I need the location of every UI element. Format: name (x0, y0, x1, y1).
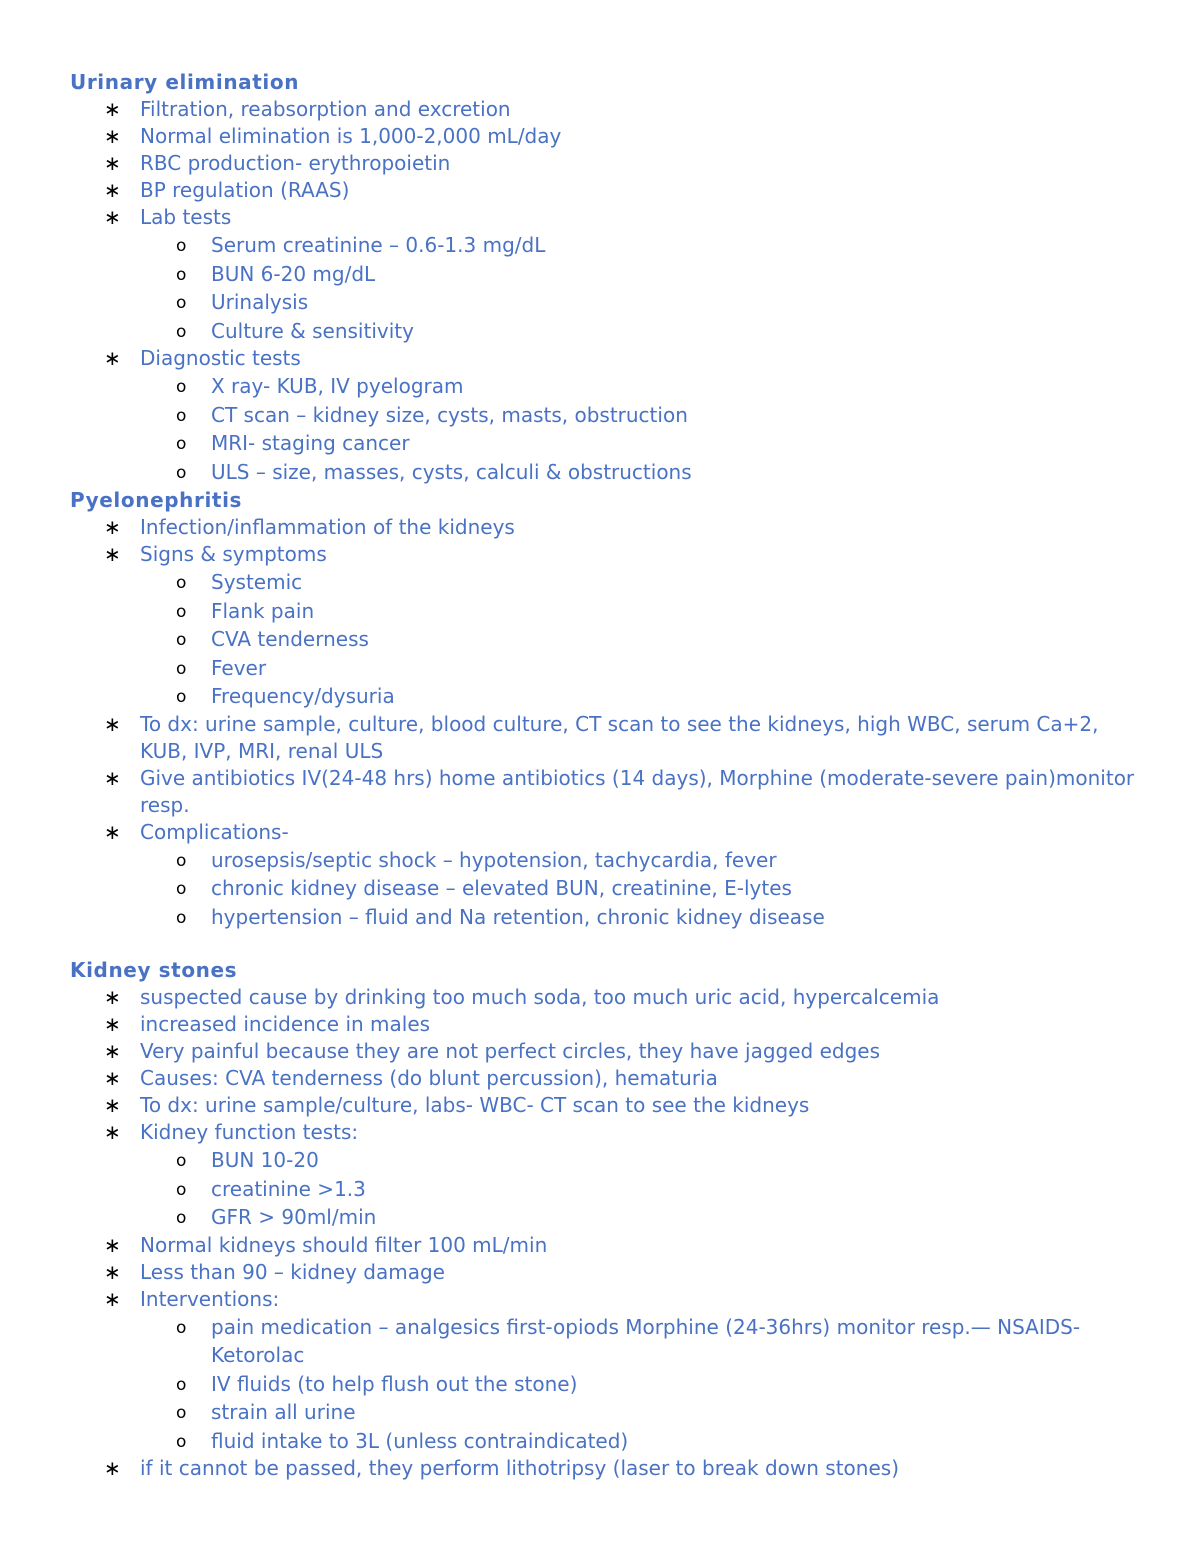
bullet-item (70, 1259, 1150, 1286)
item-text: To dx: urine sample/culture, labs- WBC- CT scan to see the kidneys (140, 1093, 810, 1117)
circle-bullet-icon: o (176, 1374, 187, 1395)
sub-bullet-item (70, 231, 1150, 260)
circle-bullet-icon: o (176, 1179, 187, 1200)
item-text: MRI- staging cancer (211, 431, 410, 455)
item-text: Normal elimination is 1,000-2,000 mL/day (140, 124, 562, 148)
bullet-item (70, 711, 1150, 765)
item-text: Very painful because they are not perfect circles, they have jagged edges (140, 1039, 881, 1063)
item-text: IV fluids (to help flush out the stone) (211, 1371, 578, 1396)
sub-bullet-item (70, 1398, 1150, 1427)
item-text: ULS – size, masses, cysts, calculi & obstructions (211, 459, 692, 484)
item-text: Give antibiotics IV(24-48 hrs) home antibiotics (14 days), Morphine (moderate-severe pain)monitor resp. (140, 765, 1135, 817)
sub-bullet-item (70, 1203, 1150, 1232)
bullet-item (70, 1119, 1150, 1146)
bullet-item (70, 1038, 1150, 1065)
item-text: Less than 90 – kidney damage (140, 1259, 445, 1284)
asterisk-bullet-icon: ∗ (104, 985, 121, 1009)
asterisk-bullet-icon: ∗ (104, 124, 121, 148)
item-text: Signs & symptoms (140, 542, 327, 566)
item-text: Fever (211, 655, 267, 680)
circle-bullet-icon: o (176, 573, 187, 593)
asterisk-bullet-icon: ∗ (104, 178, 121, 202)
bullet-item (70, 1232, 1150, 1259)
item-text: hypertension – fluid and Na retention, chronic kidney disease (211, 904, 825, 929)
document-body (70, 68, 1150, 1482)
circle-bullet-icon: o (176, 405, 187, 426)
asterisk-bullet-icon: ∗ (104, 1093, 121, 1117)
item-text: CVA tenderness (211, 627, 369, 651)
sub-bullet-item (70, 682, 1150, 711)
item-text: strain all urine (211, 1400, 356, 1424)
item-text: BUN 10-20 (211, 1148, 319, 1172)
item-text: Frequency/dysuria (211, 684, 395, 708)
item-text: Normal kidneys should filter 100 mL/min (140, 1232, 548, 1257)
sub-bullet-item (70, 401, 1150, 430)
item-text: Kidney function tests: (140, 1120, 359, 1144)
circle-bullet-icon: o (176, 1208, 187, 1228)
sub-bullet-item (70, 260, 1150, 289)
asterisk-bullet-icon: ∗ (104, 542, 121, 566)
asterisk-bullet-icon: ∗ (104, 711, 121, 736)
sub-bullet-item (70, 625, 1150, 654)
item-text: Interventions: (140, 1286, 280, 1311)
bullet-item (70, 984, 1150, 1011)
asterisk-bullet-icon: ∗ (104, 97, 121, 121)
bullet-item (70, 1455, 1150, 1482)
bullet-item (70, 765, 1150, 819)
bullet-item (70, 1011, 1150, 1038)
item-text: pain medication – analgesics first-opiods Morphine (24-36hrs) monitor resp.— NSAIDS-Ketorolac (211, 1314, 1081, 1367)
asterisk-bullet-icon: ∗ (104, 1232, 121, 1257)
circle-bullet-icon: o (176, 434, 187, 454)
section-heading: Pyelonephritis (70, 488, 243, 512)
section-heading: Urinary elimination (70, 70, 300, 94)
asterisk-bullet-icon: ∗ (104, 819, 121, 844)
item-text: creatinine >1.3 (211, 1176, 366, 1201)
circle-bullet-icon: o (176, 601, 187, 622)
sub-bullet-item (70, 1175, 1150, 1204)
sub-bullet-item (70, 372, 1150, 401)
item-text: Lab tests (140, 205, 232, 229)
item-text: chronic kidney disease – elevated BUN, creatinine, E-lytes (211, 876, 792, 900)
sub-bullet-item (70, 874, 1150, 903)
asterisk-bullet-icon: ∗ (104, 346, 121, 370)
sub-bullet-item (70, 903, 1150, 932)
sub-bullet-item (70, 317, 1150, 346)
section-heading: Kidney stones (70, 958, 238, 982)
item-text: X ray- KUB, IV pyelogram (211, 374, 464, 398)
sub-bullet-item (70, 458, 1150, 487)
item-text: Diagnostic tests (140, 346, 301, 370)
sub-bullet-item (70, 1370, 1150, 1399)
asterisk-bullet-icon: ∗ (104, 1286, 121, 1311)
sub-bullet-item (70, 568, 1150, 597)
item-text: if it cannot be passed, they perform lithotripsy (laser to break down stones) (140, 1456, 899, 1480)
sub-bullet-item (70, 1427, 1150, 1456)
item-text: BUN 6-20 mg/dL (211, 261, 376, 286)
item-text: To dx: urine sample, culture, blood culture, CT scan to see the kidneys, high WBC, serum Ca+2, KUB, IVP, MRI, renal ULS (140, 711, 1099, 763)
item-text: Culture & sensitivity (211, 318, 414, 343)
circle-bullet-icon: o (176, 462, 187, 483)
asterisk-bullet-icon: ∗ (104, 1456, 121, 1480)
item-text: Serum creatinine – 0.6-1.3 mg/dL (211, 233, 546, 257)
sub-bullet-item (70, 597, 1150, 626)
bullet-item (70, 177, 1150, 204)
circle-bullet-icon: o (176, 687, 187, 707)
asterisk-bullet-icon: ∗ (104, 765, 121, 790)
asterisk-bullet-icon: ∗ (104, 1259, 121, 1284)
bullet-item (70, 541, 1150, 568)
sub-bullet-item (70, 288, 1150, 317)
asterisk-bullet-icon: ∗ (104, 515, 121, 539)
item-text: fluid intake to 3L (unless contraindicated) (211, 1428, 629, 1453)
bullet-item (70, 819, 1150, 846)
bullet-item (70, 96, 1150, 123)
sub-bullet-item (70, 846, 1150, 875)
circle-bullet-icon: o (176, 1403, 187, 1423)
asterisk-bullet-icon: ∗ (104, 151, 121, 175)
bullet-item (70, 514, 1150, 541)
item-text: CT scan – kidney size, cysts, masts, obstruction (211, 402, 688, 427)
bullet-item (70, 345, 1150, 372)
item-text: Urinalysis (211, 290, 309, 314)
section-spacer (70, 931, 1150, 956)
asterisk-bullet-icon: ∗ (104, 1039, 121, 1063)
circle-bullet-icon: o (176, 293, 187, 313)
item-text: Causes: CVA tenderness (do blunt percussion), hematuria (140, 1066, 718, 1090)
item-text: BP regulation (RAAS) (140, 178, 350, 202)
circle-bullet-icon: o (176, 879, 187, 899)
circle-bullet-icon: o (176, 907, 187, 928)
bullet-item (70, 1286, 1150, 1313)
circle-bullet-icon: o (176, 264, 187, 285)
bullet-item (70, 123, 1150, 150)
circle-bullet-icon: o (176, 1431, 187, 1452)
bullet-item (70, 1092, 1150, 1119)
circle-bullet-icon: o (176, 630, 187, 650)
item-text: Complications- (140, 819, 289, 844)
circle-bullet-icon: o (176, 658, 187, 679)
item-text: Systemic (211, 570, 303, 594)
circle-bullet-icon: o (176, 850, 187, 871)
bullet-item (70, 204, 1150, 231)
circle-bullet-icon: o (176, 1151, 187, 1171)
item-text: urosepsis/septic shock – hypotension, tachycardia, fever (211, 847, 777, 872)
item-text: suspected cause by drinking too much soda, too much uric acid, hypercalcemia (140, 985, 940, 1009)
asterisk-bullet-icon: ∗ (104, 1012, 121, 1036)
bullet-item (70, 150, 1150, 177)
sub-bullet-item (70, 654, 1150, 683)
asterisk-bullet-icon: ∗ (104, 1120, 121, 1144)
circle-bullet-icon: o (176, 236, 187, 256)
asterisk-bullet-icon: ∗ (104, 1066, 121, 1090)
circle-bullet-icon: o (176, 1317, 187, 1338)
bullet-item (70, 1065, 1150, 1092)
sub-bullet-item (70, 1146, 1150, 1175)
item-text: increased incidence in males (140, 1012, 431, 1036)
sub-bullet-item (70, 429, 1150, 458)
item-text: RBC production- erythropoietin (140, 151, 451, 175)
circle-bullet-icon: o (176, 377, 187, 397)
sub-bullet-item (70, 1313, 1150, 1370)
circle-bullet-icon: o (176, 321, 187, 342)
item-text: Infection/inflammation of the kidneys (140, 515, 515, 539)
asterisk-bullet-icon: ∗ (104, 205, 121, 229)
item-text: GFR > 90ml/min (211, 1205, 377, 1229)
item-text: Filtration, reabsorption and excretion (140, 97, 511, 121)
item-text: Flank pain (211, 598, 315, 623)
